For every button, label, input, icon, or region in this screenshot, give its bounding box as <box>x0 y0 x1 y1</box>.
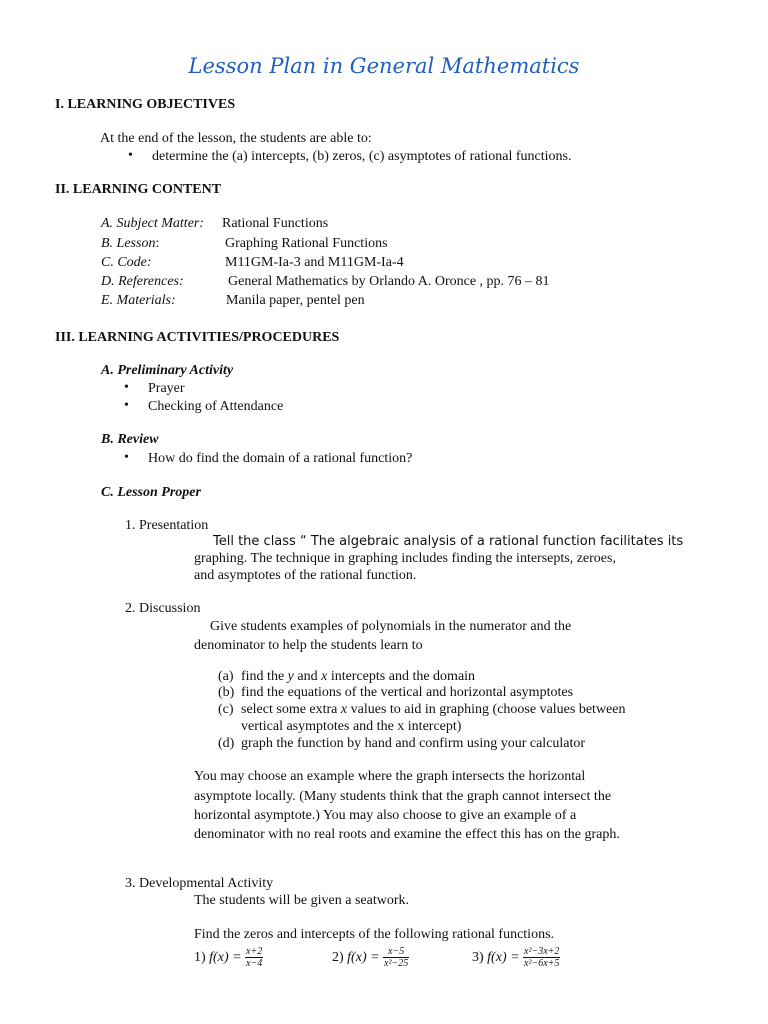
discussion-item-b-tag: (b) <box>218 685 235 700</box>
section-heading-content: II. LEARNING CONTENT <box>55 182 222 197</box>
function-2-numerator: x−5 <box>383 946 409 958</box>
preliminary-item-prayer: Prayer <box>148 381 185 396</box>
discussion-item-c <box>241 701 625 719</box>
item-c-pre: select some extra <box>241 702 341 717</box>
content-value-materials: Manila paper, pentel pen <box>226 293 365 308</box>
function-1 <box>194 944 263 972</box>
subheading-lesson-proper: C. Lesson Proper <box>101 485 201 500</box>
function-3-number: 3) <box>472 950 484 965</box>
presentation-line-2: graphing. The technique in graphing includes finding the intersepts, zeroes, <box>194 551 616 566</box>
step-discussion-title: 2. Discussion <box>125 601 201 616</box>
function-3 <box>472 944 560 972</box>
review-item: How do find the domain of a rational function? <box>148 451 413 466</box>
subheading-review: B. Review <box>101 432 159 447</box>
function-1-denominator: x−4 <box>246 958 263 970</box>
item-c-var-x: x <box>340 702 348 717</box>
function-3-numerator: x²−3x+2 <box>524 946 560 958</box>
content-label-lesson-text: B. Lesson <box>101 236 156 251</box>
discussion-item-a-tag: (a) <box>218 669 234 684</box>
section-heading-objectives: I. LEARNING OBJECTIVES <box>55 97 236 112</box>
preliminary-item-attendance: Checking of Attendance <box>148 399 284 414</box>
function-3-denominator: x²−6x+5 <box>524 958 560 970</box>
content-label-code: C. Code: <box>101 255 152 270</box>
content-label-subject: A. Subject Matter: <box>101 216 205 231</box>
content-label-references: D. References: <box>101 274 184 289</box>
content-label-materials: E. Materials: <box>101 293 176 308</box>
objectives-intro: At the end of the lesson, the students are able to: <box>100 131 372 146</box>
function-1-number: 1) <box>194 950 206 965</box>
function-2 <box>332 944 409 972</box>
content-label-lesson <box>101 235 159 253</box>
bullet-icon: • <box>128 148 133 163</box>
content-value-lesson: Graphing Rational Functions <box>225 236 388 251</box>
function-2-fraction <box>383 946 409 969</box>
objective-item: determine the (a) intercepts, (b) zeros, (c) asymptotes of rational functions. <box>152 149 572 164</box>
content-value-references: General Mathematics by Orlando A. Oronce , pp. 76 – 81 <box>228 274 550 289</box>
function-2-lhs: f(x) = <box>347 950 380 965</box>
step-presentation-title: 1. Presentation <box>125 518 209 533</box>
discussion-para-line-3: horizontal asymptote.) You may also choose to give an example of a <box>194 808 577 823</box>
bullet-icon: • <box>124 450 129 465</box>
developmental-line-2: Find the zeros and intercepts of the following rational functions. <box>194 927 555 942</box>
subheading-preliminary: A. Preliminary Activity <box>101 363 234 378</box>
discussion-item-d: graph the function by hand and confirm using your calculator <box>241 736 586 751</box>
item-a-var-y: y <box>287 669 294 684</box>
content-label-lesson-colon: : <box>155 236 160 251</box>
bullet-icon: • <box>124 380 129 395</box>
presentation-line-1: Tell the class “ The algebraic analysis of a rational function facilitates its <box>213 534 684 549</box>
presentation-line-3: and asymptotes of the rational function. <box>194 568 417 583</box>
function-2-number: 2) <box>332 950 344 965</box>
discussion-para-line-2: asymptote locally. (Many students think that the graph cannot intersect the <box>194 789 612 804</box>
document-title: Lesson Plan in General Mathematics <box>188 54 580 78</box>
content-value-code: M11GM-Ia-3 and M11GM-Ia-4 <box>225 255 404 270</box>
developmental-line-1: The students will be given a seatwork. <box>194 893 410 908</box>
function-2-denominator: x²−25 <box>384 958 409 970</box>
discussion-line-1: Give students examples of polynomials in the numerator and the <box>210 619 572 634</box>
function-1-fraction <box>245 946 263 969</box>
item-a-var-x: x <box>321 669 328 684</box>
function-3-lhs: f(x) = <box>487 950 520 965</box>
discussion-item-b: find the equations of the vertical and horizontal asymptotes <box>241 685 574 700</box>
discussion-para-line-1: You may choose an example where the graph intersects the horizontal <box>194 769 586 784</box>
discussion-item-c-cont: vertical asymptotes and the x intercept) <box>241 719 462 734</box>
step-developmental-title: 3. Developmental Activity <box>125 876 274 891</box>
item-a-mid: and <box>293 669 322 684</box>
function-3-fraction <box>523 946 560 969</box>
discussion-item-c-tag: (c) <box>218 702 234 717</box>
discussion-line-2: denominator to help the students learn to <box>194 638 423 653</box>
bullet-icon: • <box>124 398 129 413</box>
function-1-lhs: f(x) = <box>209 950 242 965</box>
item-a-pre: find the <box>241 669 288 684</box>
content-value-subject: Rational Functions <box>222 216 329 231</box>
function-1-numerator: x+2 <box>246 946 263 958</box>
section-heading-activities: III. LEARNING ACTIVITIES/PROCEDURES <box>55 330 340 345</box>
item-c-post: values to aid in graphing (choose values between <box>347 702 626 717</box>
discussion-para-line-4: denominator with no real roots and examine the effect this has on the graph. <box>194 827 620 842</box>
item-a-post: intercepts and the domain <box>327 669 476 684</box>
discussion-item-d-tag: (d) <box>218 736 235 751</box>
